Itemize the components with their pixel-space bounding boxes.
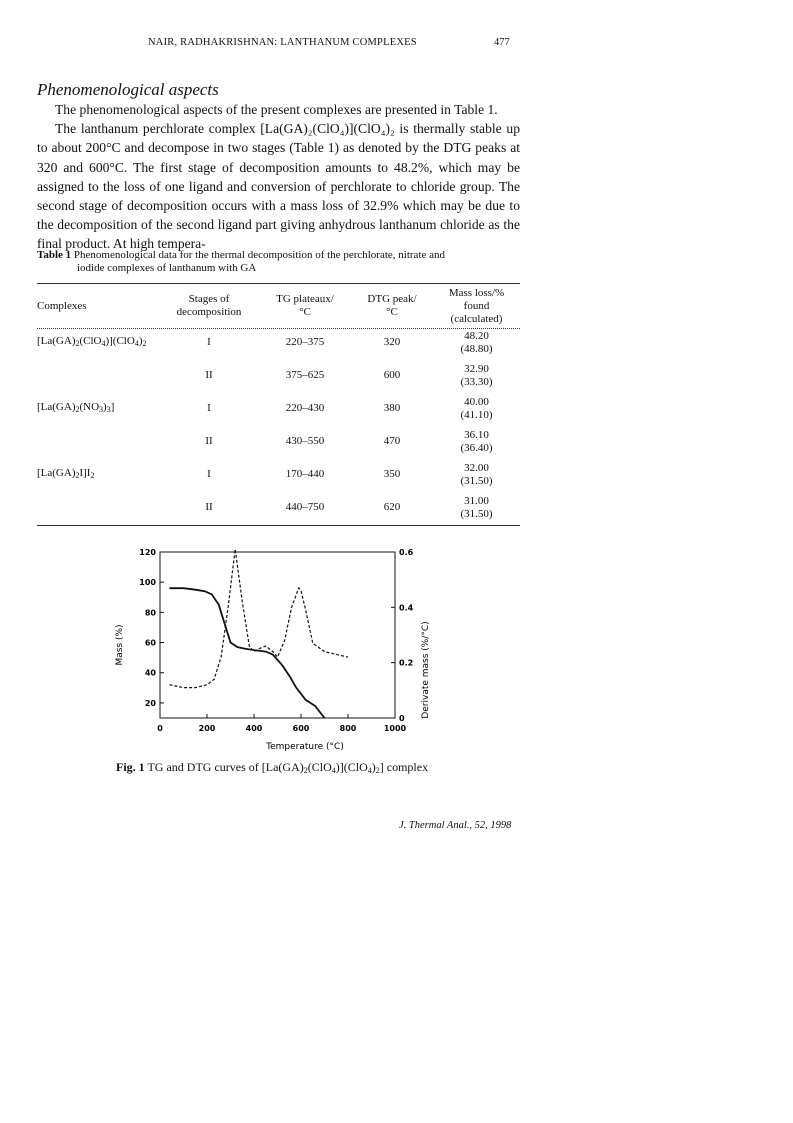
cell-stage: II xyxy=(205,369,213,381)
col-header-tg: TG plateaux/ °C xyxy=(276,293,334,318)
cell-tg-plateaux: 440–750 xyxy=(285,501,325,513)
cell-tg-plateaux: 430–550 xyxy=(285,435,325,447)
table-caption-line2: iodide complexes of lanthanum with GA xyxy=(77,262,257,274)
chart-series xyxy=(169,549,348,718)
chart-ticks xyxy=(139,548,413,733)
journal-citation: J. Thermal Anal., 52, 1998 xyxy=(399,820,512,831)
y-tick-label-left: 60 xyxy=(144,638,156,648)
cell-tg-plateaux: 220–375 xyxy=(285,336,325,348)
x-tick-label: 800 xyxy=(339,724,357,733)
cell-mass-loss: 36.10 (36.40) xyxy=(460,428,493,454)
y-axis-label-left: Mass (%) xyxy=(115,624,125,666)
cell-tg-plateaux: 375–625 xyxy=(285,369,325,381)
cell-stage: I xyxy=(207,468,211,480)
chart-frame xyxy=(160,552,395,718)
table-header-row xyxy=(37,286,520,326)
col-header-stages: Stages of decomposition xyxy=(176,293,242,318)
x-tick-label: 400 xyxy=(245,724,263,733)
cell-mass-loss: 48.20 (48.80) xyxy=(460,329,493,355)
cell-dtg-peak: 470 xyxy=(383,435,401,447)
x-axis-label: Temperature (°C) xyxy=(266,742,344,752)
col-header-dtg: DTG peak/ °C xyxy=(367,293,417,318)
table-bottom-rule xyxy=(37,525,520,526)
y-axis-label-right: Derivate mass (%/°C) xyxy=(421,621,431,719)
x-tick-label: 600 xyxy=(292,724,310,733)
table-row xyxy=(37,458,520,491)
cell-dtg-peak: 350 xyxy=(383,468,401,480)
tg-dtg-chart xyxy=(110,540,450,755)
cell-stage: I xyxy=(207,336,211,348)
dtg-curve xyxy=(169,549,348,687)
data-table xyxy=(37,286,520,524)
cell-complex: $[La(GA)_2I]I_2$ xyxy=(37,467,95,480)
cell-dtg-peak: 380 xyxy=(383,402,401,414)
table-row xyxy=(37,359,520,392)
y-tick-label-left: 20 xyxy=(144,698,156,708)
cell-tg-plateaux: 220–430 xyxy=(285,402,325,414)
cell-complex: $[La(GA)_2(NO_3)_3]$ xyxy=(37,401,115,414)
cell-complex xyxy=(37,359,159,392)
cell-tg-plateaux: 170–440 xyxy=(285,468,325,480)
cell-stage: II xyxy=(205,501,213,513)
cell-complex xyxy=(37,425,159,458)
col-header-complexes: Complexes xyxy=(37,299,87,312)
table-row xyxy=(37,392,520,425)
cell-dtg-peak: 620 xyxy=(383,501,401,513)
section-title: Phenomenological aspects xyxy=(37,80,219,99)
x-tick-label: 200 xyxy=(198,724,216,733)
table-caption xyxy=(37,249,520,275)
y-tick-label-right: 0.6 xyxy=(399,548,414,557)
y-tick-label-right: 0.2 xyxy=(399,658,414,668)
cell-mass-loss: 40.00 (41.10) xyxy=(460,395,493,421)
table-row xyxy=(37,491,520,524)
table-label: Table 1 xyxy=(37,249,72,261)
y-tick-label-left: 80 xyxy=(144,608,156,618)
running-head: NAIR, RADHAKRISHNAN: LANTHANUM COMPLEXES xyxy=(148,37,417,48)
paragraph: The phenomenological aspects of the present complexes are presented in Table 1. xyxy=(55,102,498,117)
table-top-rule xyxy=(37,283,520,284)
cell-stage: I xyxy=(207,402,211,414)
tg-curve xyxy=(169,588,324,718)
y-tick-label-right: 0 xyxy=(399,714,405,723)
figure-caption: Fig. 1 TG and DTG curves of $[La(GA)_2(ClO_4)](ClO_4)_2$] complex xyxy=(116,760,429,775)
y-tick-label-left: 40 xyxy=(144,668,156,678)
y-tick-label-right: 0.4 xyxy=(399,603,414,613)
cell-dtg-peak: 320 xyxy=(383,336,401,348)
figure-label: Fig. 1 xyxy=(116,760,145,774)
page-number: 477 xyxy=(494,37,510,48)
x-tick-label: 0 xyxy=(157,724,163,733)
paragraph: The lanthanum perchlorate complex [La(GA)₂(ClO₄)](ClO₄)₂ is thermally stable up to about 200°C and decompose in two stages (Table 1) as denoted by the DTG peaks at 320 and 600°C. The first stage of decomposition amounts to 48.2%, which may be assigned to the loss of one ligand and conversion of perchlorate to chloride group. The second stage of decomposition occurs with a mass loss of 32.9% which may be due to the decomposition of the second ligand part giving anhydrous lanthanum chloride as the final product. At high tempera- xyxy=(37,121,520,252)
table-row xyxy=(37,425,520,458)
cell-mass-loss: 31.00 (31.50) xyxy=(460,494,493,520)
plot-frame xyxy=(160,552,395,718)
table-row xyxy=(37,326,520,359)
y-tick-label-left: 100 xyxy=(139,578,156,588)
x-tick-label: 1000 xyxy=(383,724,407,733)
cell-complex xyxy=(37,491,159,524)
body-text xyxy=(37,100,520,254)
cell-stage: II xyxy=(205,435,213,447)
cell-dtg-peak: 600 xyxy=(383,369,401,381)
cell-complex: $[La(GA)_2(ClO_4)](ClO_4)_2$ xyxy=(37,335,147,348)
y-tick-label-left: 120 xyxy=(139,548,156,557)
cell-mass-loss: 32.90 (33.30) xyxy=(460,362,493,388)
cell-mass-loss: 32.00 (31.50) xyxy=(460,461,493,487)
col-header-massloss: Mass loss/% found (calculated) xyxy=(448,286,505,325)
table-caption-line1: Phenomenological data for the thermal decomposition of the perchlorate, nitrate and xyxy=(73,249,446,261)
